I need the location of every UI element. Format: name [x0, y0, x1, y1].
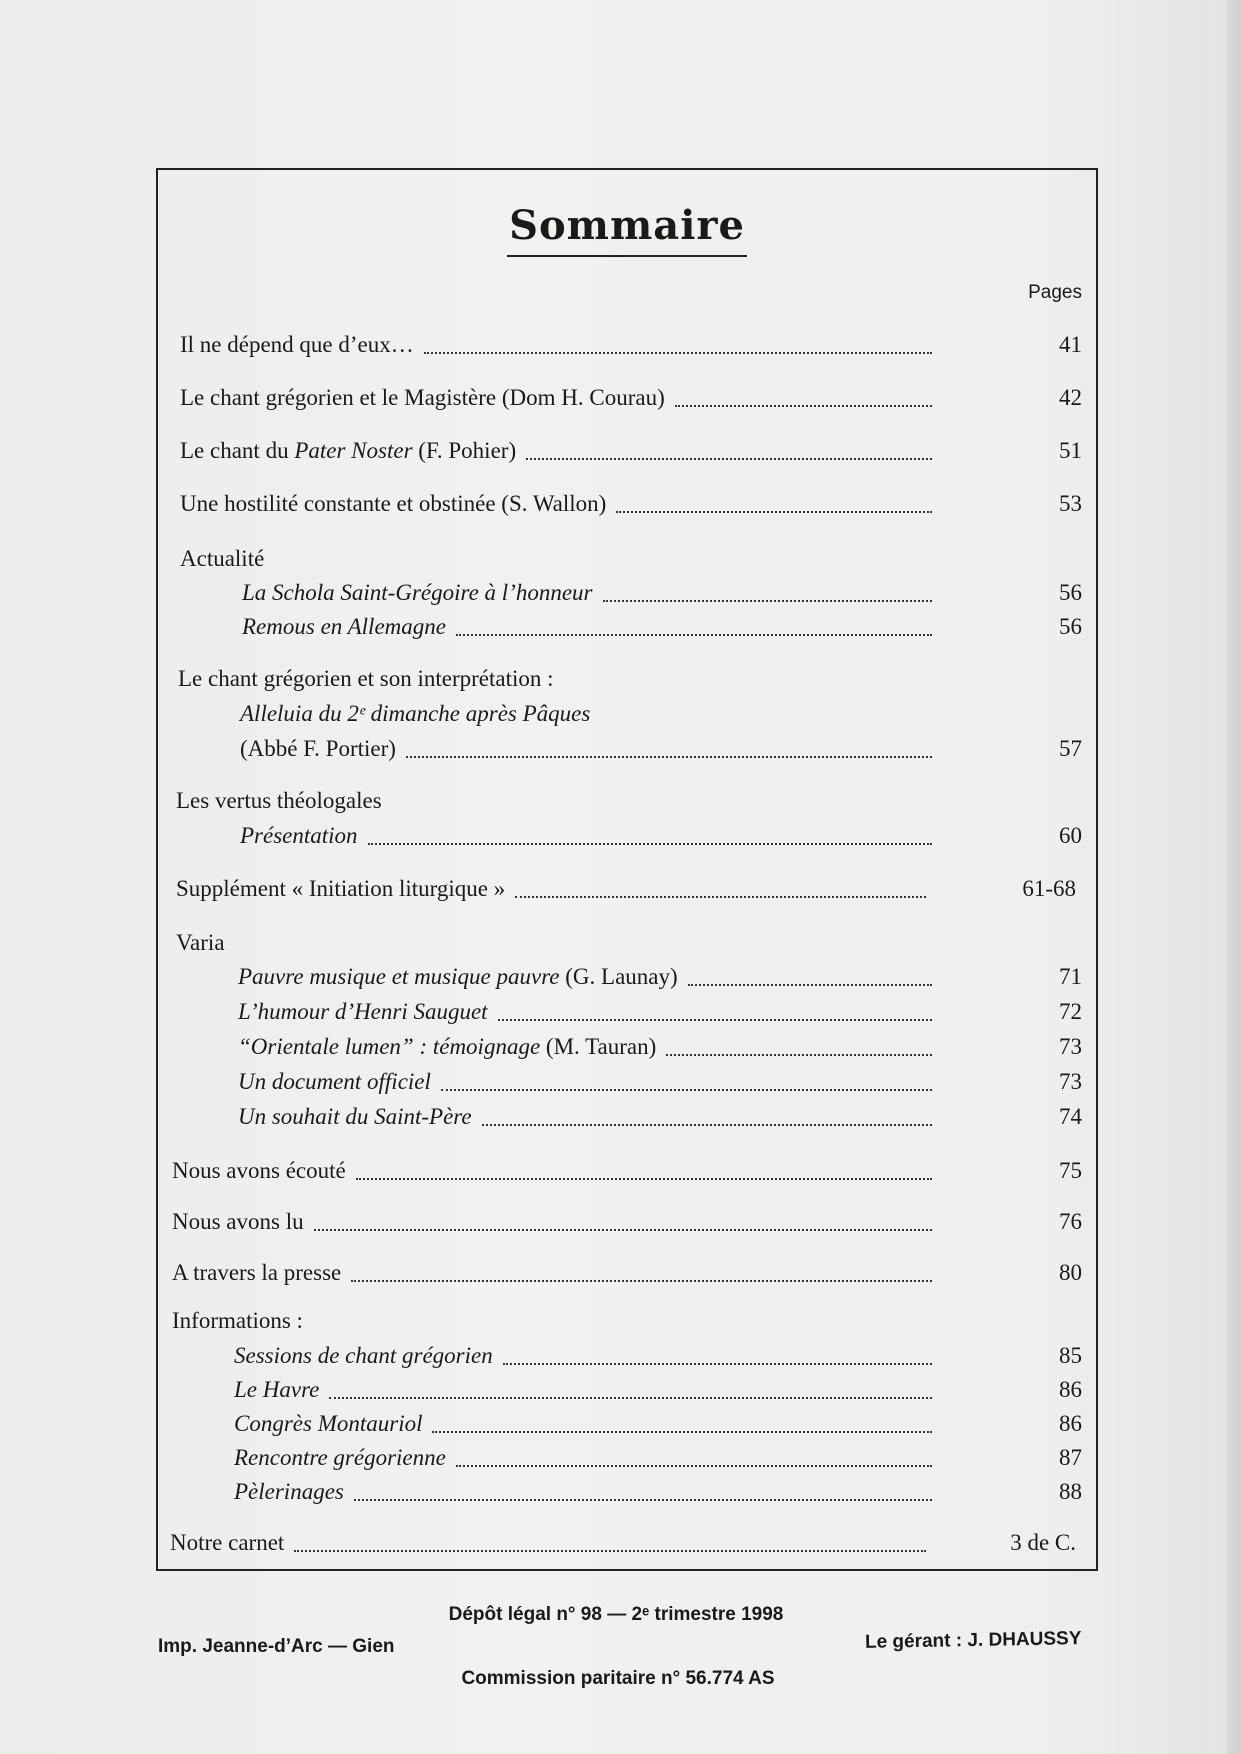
toc-entry: (Abbé F. Portier) 57 — [240, 736, 1082, 761]
dot-leader — [329, 1397, 932, 1399]
dot-leader — [456, 1465, 932, 1467]
section-heading-informations: Informations : — [172, 1308, 303, 1333]
dot-leader — [498, 1019, 932, 1021]
dot-leader — [503, 1363, 932, 1365]
toc-entry: A travers la presse 80 — [172, 1260, 1082, 1285]
section-heading-varia: Varia — [176, 930, 225, 955]
toc-entry-title: Alleluia du 2ᵉ dimanche après Pâques — [240, 701, 591, 726]
toc-entry: Un souhait du Saint-Père 74 — [238, 1104, 1082, 1129]
footer-commission: Commission paritaire n° 56.774 AS — [461, 1668, 775, 1689]
footer-depot-legal: Dépôt légal n° 98 — 2ᵉ trimestre 1998 — [448, 1604, 784, 1625]
dot-leader — [314, 1229, 932, 1231]
dot-leader — [441, 1089, 932, 1091]
section-heading-interpretation: Le chant grégorien et son interprétation : — [178, 666, 554, 691]
toc-entry: Une hostilité constante et obstinée (S. Wallon) 53 — [180, 491, 1082, 516]
page-title: Sommaire — [158, 202, 1096, 257]
toc-entry: Remous en Allemagne 56 — [242, 614, 1082, 639]
toc-entry: Nous avons écouté 75 — [172, 1158, 1082, 1183]
dot-leader — [666, 1054, 932, 1056]
toc-entry: Notre carnet 3 de C. — [170, 1530, 1076, 1555]
dot-leader — [482, 1124, 932, 1126]
dot-leader — [406, 756, 932, 758]
dot-leader — [424, 352, 932, 354]
toc-entry: Sessions de chant grégorien 85 — [234, 1343, 1082, 1368]
dot-leader — [603, 600, 932, 602]
pages-column-header: Pages — [1028, 282, 1082, 303]
dot-leader — [526, 458, 932, 460]
dot-leader — [356, 1178, 932, 1180]
dot-leader — [294, 1550, 926, 1552]
toc-entry: Le chant grégorien et le Magistère (Dom H. Courau) 42 — [180, 385, 1082, 410]
dot-leader — [351, 1280, 932, 1282]
footer-imprimeur: Imp. Jeanne-d’Arc — Gien — [158, 1636, 395, 1657]
dot-leader — [456, 634, 932, 636]
toc-entry: Le chant du Pater Noster (F. Pohier) 51 — [180, 438, 1082, 463]
dot-leader — [515, 896, 926, 898]
toc-entry: La Schola Saint-Grégoire à l’honneur 56 — [242, 580, 1082, 605]
dot-leader — [368, 843, 932, 845]
toc-entry: Pèlerinages 88 — [234, 1479, 1082, 1504]
dot-leader — [616, 511, 932, 513]
toc-entry: Un document officiel 73 — [238, 1069, 1082, 1094]
toc-entry: Pauvre musique et musique pauvre (G. Launay) 71 — [238, 964, 1082, 989]
footer-gerant: Le gérant : J. DHAUSSY — [864, 1628, 1082, 1653]
dot-leader — [688, 984, 932, 986]
toc-entry: “Orientale lumen” : témoignage (M. Tauran) 73 — [238, 1034, 1082, 1059]
toc-entry: Rencontre grégorienne 87 — [234, 1445, 1082, 1470]
section-heading-actualite: Actualité — [180, 546, 265, 571]
section-heading-vertus: Les vertus théologales — [176, 788, 382, 813]
toc-entry: Congrès Montauriol 86 — [234, 1411, 1082, 1436]
page-edge — [1226, 0, 1241, 1754]
toc-entry: Nous avons lu 76 — [172, 1209, 1082, 1234]
toc-entry: Présentation 60 — [240, 823, 1082, 848]
sommaire-box — [156, 168, 1098, 1571]
dot-leader — [675, 405, 932, 407]
toc-entry: Il ne dépend que d’eux… 41 — [180, 332, 1082, 357]
toc-entry: Supplément « Initiation liturgique » 61-68 — [176, 876, 1076, 901]
dot-leader — [432, 1431, 932, 1433]
dot-leader — [354, 1499, 932, 1501]
toc-entry: Le Havre 86 — [234, 1377, 1082, 1402]
toc-entry: L’humour d’Henri Sauguet 72 — [238, 999, 1082, 1024]
